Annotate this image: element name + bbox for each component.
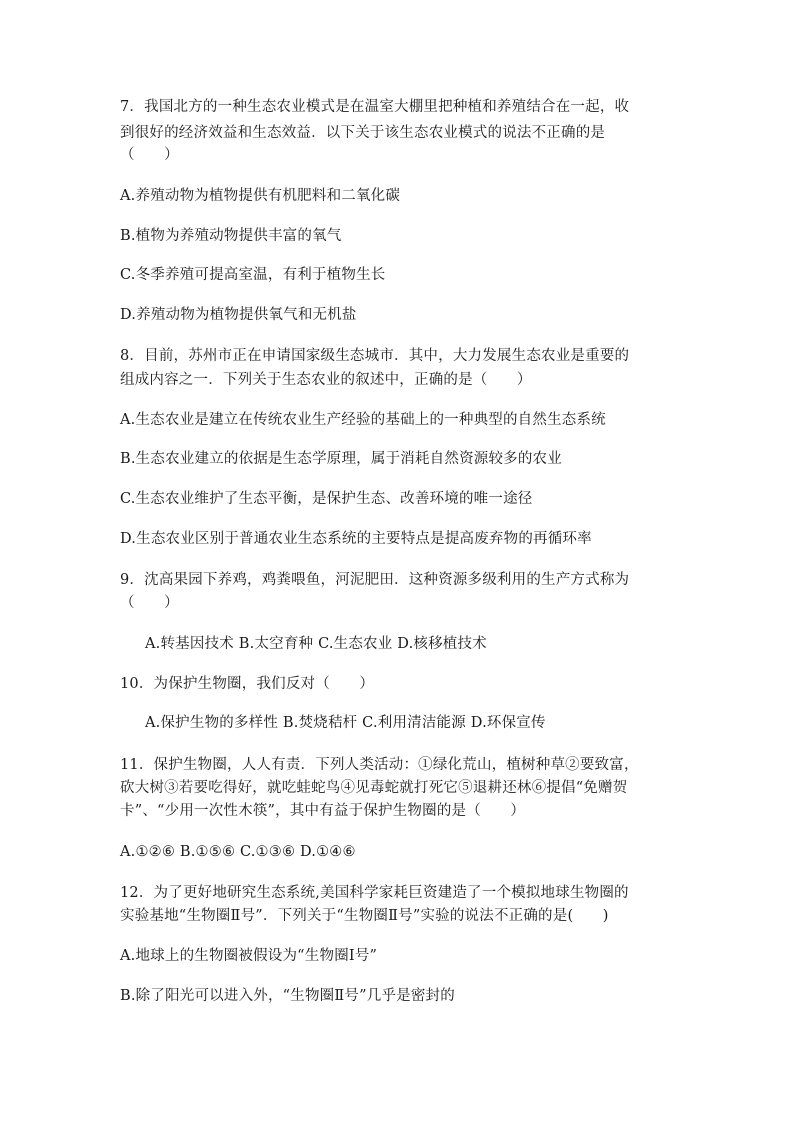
q10-options: A.保护生物的多样性 B.焚烧秸杆 C.利用清洁能源 D.环保宣传 (145, 715, 546, 731)
q8-option-c: C.生态农业维护了生态平衡，是保护生态、改善环境的唯一途径 (120, 491, 533, 507)
q11-stem-line-3: 卡”、“少用一次性木筷”，其中有益于保护生物圈的是（ ） (120, 803, 526, 819)
q11-stem-line-2: 砍大树③若要吃得好，就吃蛙蛇鸟④见毒蛇就打死它⑤退耕还林⑥提倡“免赠贺 (120, 780, 628, 796)
q12-option-b: B.除了阳光可以进入外，“生物圈Ⅱ号”几乎是密封的 (120, 988, 455, 1004)
q8-option-a: A.生态农业是建立在传统农业生产经验的基础上的一种典型的自然生态系统 (120, 412, 606, 428)
q7-option-a: A.养殖动物为植物提供有机肥料和二氧化碳 (120, 188, 401, 204)
q9-stem-line-1: 9．沈高果园下养鸡，鸡粪喂鱼，河泥肥田．这种资源多级利用的生产方式称为 (120, 572, 630, 588)
q7-option-b: B.植物为养殖动物提供丰富的氧气 (120, 228, 342, 244)
q7-stem-line-2: 到很好的经济效益和生态效益．以下关于该生态农业模式的说法不正确的是 (120, 125, 606, 141)
q11-stem-line-1: 11．保护生物圈，人人有责．下列人类活动：①绿化荒山，植树种草②要致富， (120, 757, 639, 773)
q7-option-c: C.冬季养殖可提高室温，有利于植物生长 (120, 267, 386, 283)
q12-option-a: A.地球上的生物圈被假设为“生物圈Ⅰ号” (120, 948, 378, 964)
q7-stem-line-3: （ ） (120, 147, 179, 163)
q10-stem-line-1: 10．为保护生物圈，我们反对（ ） (120, 676, 375, 692)
q7-stem-line-1: 7．我国北方的一种生态农业模式是在温室大棚里把种植和养殖结合在一起，收 (120, 99, 630, 115)
q8-stem-line-1: 8．目前，苏州市正在申请国家级生态城市．其中，大力发展生态农业是重要的 (120, 348, 630, 364)
q9-stem-line-2: （ ） (120, 595, 179, 611)
q12-stem-line-1: 12．为了更好地研究生态系统,美国科学家耗巨资建造了一个模拟地球生物圈的 (120, 885, 629, 901)
q12-stem-line-2: 实验基地“生物圈Ⅱ号”．下列关于“生物圈Ⅱ号”实验的说法不正确的是( ) (120, 908, 609, 924)
q7-option-d: D.养殖动物为植物提供氧气和无机盐 (120, 307, 357, 323)
q8-option-b: B.生态农业建立的依据是生态学原理，属于消耗自然资源较多的农业 (120, 451, 562, 467)
q11-options: A.①②⑥ B.①⑤⑥ C.①③⑥ D.①④⑥ (120, 844, 356, 860)
q8-option-d: D.生态农业区别于普通农业生态系统的主要特点是提高废弃物的再循环率 (120, 531, 592, 547)
q9-options: A.转基因技术 B.太空育种 C.生态农业 D.核移植技术 (145, 636, 487, 652)
q8-stem-line-2: 组成内容之一．下列关于生态农业的叙述中，正确的是（ ） (120, 372, 532, 388)
